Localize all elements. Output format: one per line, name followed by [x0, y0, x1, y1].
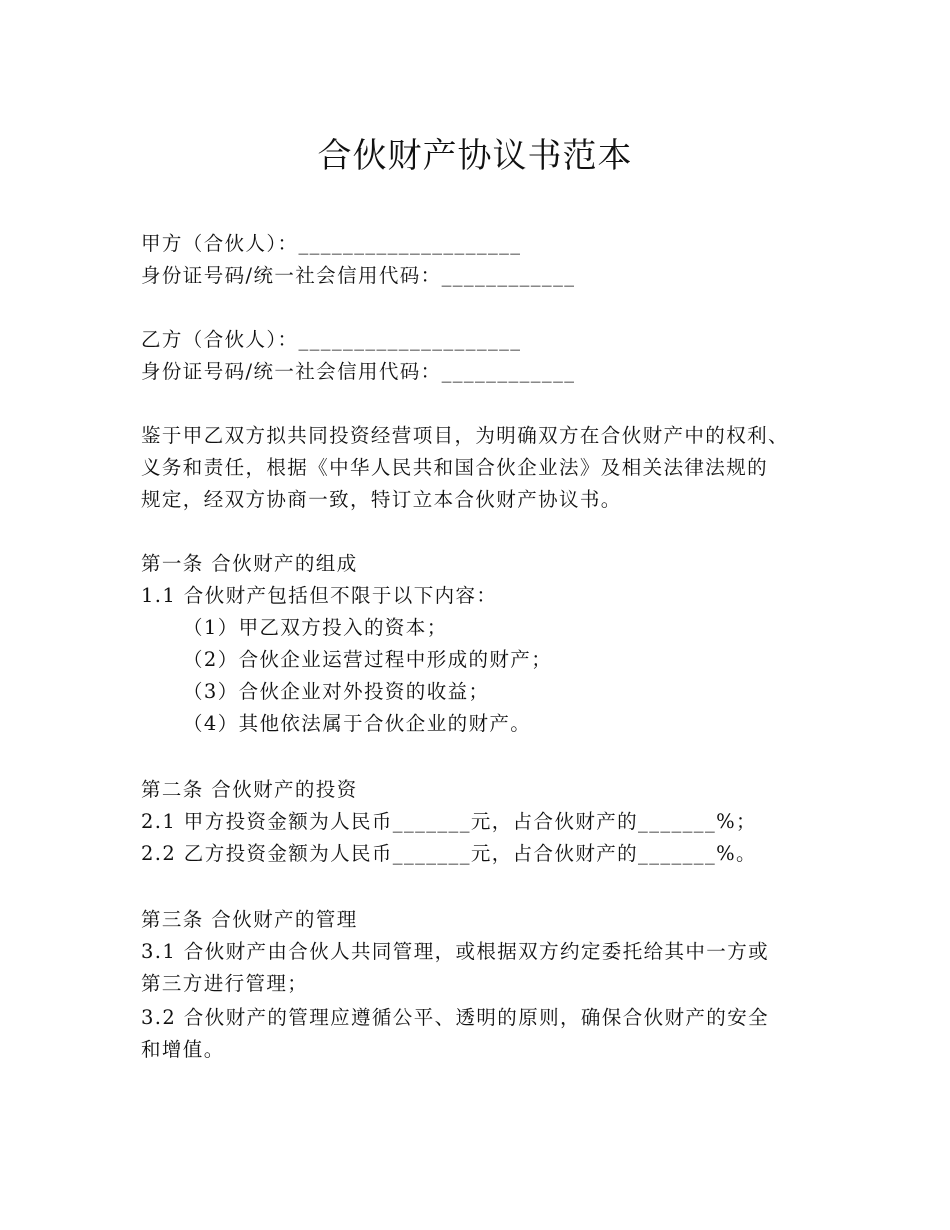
article-1-heading: 第一条 合伙财产的组成	[141, 552, 358, 575]
clause-3-1-continued: 第三方进行管理；	[141, 972, 309, 995]
clause-3-2-continued: 和增值。	[141, 1038, 225, 1061]
article-2-heading: 第二条 合伙财产的投资	[141, 778, 358, 801]
clause-3-1: 3.1 合伙财产由合伙人共同管理，或根据双方约定委托给其中一方或	[141, 940, 770, 963]
party-a-id-line: 身份证号码/统一社会信用代码：____________	[141, 264, 576, 287]
party-a-name-line: 甲方（合伙人）：____________________	[141, 232, 522, 255]
party-b-id-line: 身份证号码/统一社会信用代码：____________	[141, 360, 576, 383]
clause-1-1: 1.1 合伙财产包括但不限于以下内容：	[141, 584, 498, 607]
party-b-name-line: 乙方（合伙人）：____________________	[141, 328, 522, 351]
list-item: （1）甲乙双方投入的资本；	[183, 616, 448, 639]
clause-2-2: 2.2 乙方投资金额为人民币_______元，占合伙财产的_______%。	[141, 842, 757, 865]
clause-2-1: 2.1 甲方投资金额为人民币_______元，占合伙财产的_______%；	[141, 810, 757, 833]
preamble-line: 规定，经双方协商一致，特订立本合伙财产协议书。	[141, 488, 622, 511]
article-3-heading: 第三条 合伙财产的管理	[141, 908, 358, 931]
list-item: （3）合伙企业对外投资的收益；	[183, 680, 490, 703]
document-title: 合伙财产协议书范本	[317, 136, 633, 176]
preamble-line: 义务和责任，根据《中华人民共和国合伙企业法》及相关法律法规的	[141, 456, 769, 479]
list-item: （2）合伙企业运营过程中形成的财产；	[183, 648, 553, 671]
preamble-line: 鉴于甲乙双方拟共同投资经营项目，为明确双方在合伙财产中的权利、	[141, 424, 789, 447]
clause-3-2: 3.2 合伙财产的管理应遵循公平、透明的原则，确保合伙财产的安全	[141, 1006, 770, 1029]
list-item: （4）其他依法属于合伙企业的财产。	[183, 712, 532, 735]
